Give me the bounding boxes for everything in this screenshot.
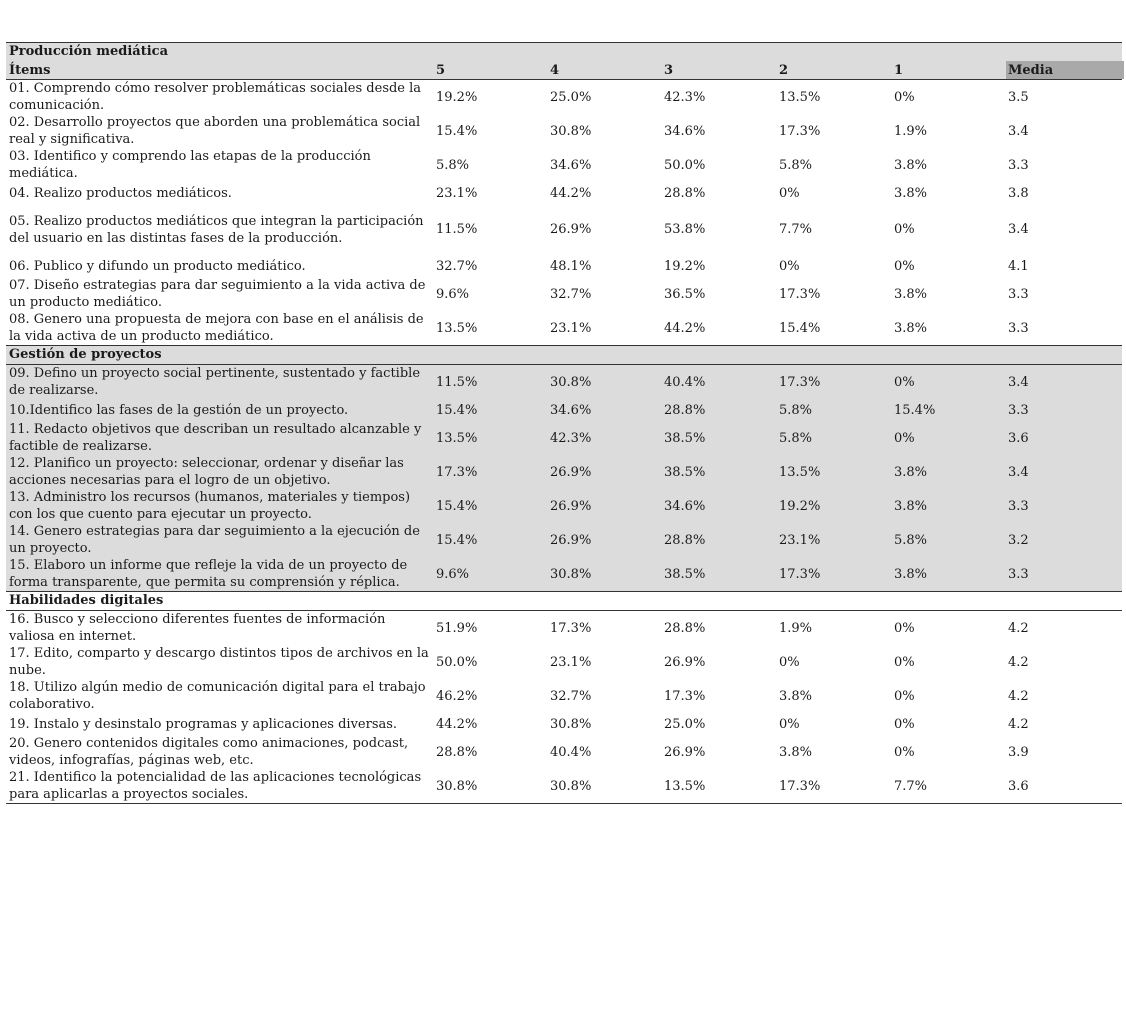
value-3: 13.5% [664, 778, 706, 794]
value-5: 15.4% [436, 402, 478, 418]
value-3: 38.5% [664, 430, 706, 446]
value-3: 38.5% [664, 464, 706, 480]
table-row [6, 277, 1122, 311]
item-text: 15. Elaboro un informe que refleje la vida de un proyecto de forma transparente, que permita su comprensión y réplica. [9, 558, 408, 590]
item-text: 10.Identifico las fases de la gestión de un proyecto. [9, 402, 349, 418]
table-row [6, 365, 1122, 399]
section-header [6, 42, 1122, 61]
value-5: 15.4% [436, 123, 478, 139]
value-4: 32.7% [550, 688, 592, 704]
value-2: 13.5% [779, 89, 821, 105]
value-5: 17.3% [436, 464, 478, 480]
value-1: 3.8% [894, 464, 928, 480]
value-3: 36.5% [664, 286, 706, 302]
value-4: 26.9% [550, 222, 592, 237]
table-row [6, 421, 1122, 455]
value-2: 5.8% [779, 402, 813, 418]
value-5: 32.7% [436, 258, 478, 274]
item-text: 01. Comprendo cómo resolver problemáticas sociales desde la comunicación. [9, 81, 422, 113]
value-media: 3.4 [1008, 374, 1029, 390]
value-media: 3.4 [1008, 464, 1029, 480]
value-media: 4.2 [1008, 716, 1029, 732]
value-1: 0% [894, 374, 915, 390]
value-5: 50.0% [436, 654, 478, 670]
value-media: 3.3 [1008, 498, 1029, 514]
value-5: 9.6% [436, 286, 470, 302]
value-media: 3.3 [1008, 402, 1029, 418]
table-row [6, 645, 1122, 679]
value-4: 40.4% [550, 744, 592, 760]
item-text: 05. Realizo productos mediáticos que integran la participación del usuario en las distintas fases de la producción. [9, 213, 424, 246]
header-items: Ítems [9, 62, 51, 78]
value-2: 0% [779, 716, 800, 732]
table-row [6, 148, 1122, 182]
table-row [6, 489, 1122, 523]
value-3: 53.8% [664, 222, 706, 237]
value-1: 0% [894, 258, 915, 274]
value-1: 3.8% [894, 286, 928, 302]
value-2: 17.3% [779, 123, 821, 139]
value-1: 5.8% [894, 532, 928, 548]
item-text: 02. Desarrollo proyectos que aborden una problemática social real y significativa. [9, 115, 421, 147]
value-2: 19.2% [779, 498, 821, 514]
item-text: 12. Planifico un proyecto: seleccionar, ordenar y diseñar las acciones necesarias para el logro de un objetivo. [9, 456, 404, 488]
value-2: 13.5% [779, 464, 821, 480]
header-1: 1 [894, 62, 904, 78]
value-3: 28.8% [664, 402, 706, 418]
value-3: 19.2% [664, 258, 706, 274]
item-text: 18. Utilizo algún medio de comunicación digital para el trabajo colaborativo. [9, 680, 426, 712]
value-3: 28.8% [664, 532, 706, 548]
value-1: 7.7% [894, 778, 928, 794]
value-3: 40.4% [664, 374, 706, 390]
value-1: 0% [894, 620, 915, 636]
value-5: 44.2% [436, 716, 478, 732]
table-row [6, 679, 1122, 713]
value-4: 30.8% [550, 566, 592, 582]
value-1: 3.8% [894, 185, 928, 201]
value-2: 17.3% [779, 778, 821, 794]
item-text: 09. Defino un proyecto social pertinente, sustentado y factible de realizarse. [9, 366, 421, 398]
value-5: 28.8% [436, 744, 478, 760]
value-2: 1.9% [779, 620, 813, 636]
value-2: 0% [779, 185, 800, 201]
item-text: 04. Realizo productos mediáticos. [9, 185, 232, 201]
value-media: 3.3 [1008, 566, 1029, 582]
header-3: 3 [664, 62, 674, 78]
value-3: 50.0% [664, 157, 706, 173]
value-media: 3.4 [1008, 222, 1029, 237]
value-1: 0% [894, 654, 915, 670]
value-3: 44.2% [664, 320, 706, 336]
value-3: 25.0% [664, 716, 706, 732]
value-2: 7.7% [779, 222, 813, 237]
value-1: 3.8% [894, 157, 928, 173]
value-media: 3.2 [1008, 532, 1029, 548]
value-1: 3.8% [894, 320, 928, 336]
item-text: 08. Genero una propuesta de mejora con base en el análisis de la vida activa de un producto mediático. [9, 312, 424, 344]
value-1: 0% [894, 222, 915, 237]
value-4: 23.1% [550, 320, 592, 336]
table-row [6, 255, 1122, 277]
value-media: 3.9 [1008, 744, 1029, 760]
value-media: 3.8 [1008, 185, 1029, 201]
table-row [6, 557, 1122, 591]
value-3: 34.6% [664, 498, 706, 514]
value-2: 23.1% [779, 532, 821, 548]
value-4: 34.6% [550, 157, 592, 173]
table-row [6, 399, 1122, 421]
value-1: 0% [894, 716, 915, 732]
value-4: 26.9% [550, 498, 592, 514]
value-4: 17.3% [550, 620, 592, 636]
value-5: 11.5% [436, 222, 478, 237]
section-title: Producción mediática [9, 44, 169, 59]
value-2: 0% [779, 258, 800, 274]
section-title: Habilidades digitales [9, 593, 164, 608]
value-4: 30.8% [550, 716, 592, 732]
value-3: 26.9% [664, 744, 706, 760]
value-1: 0% [894, 89, 915, 105]
value-4: 30.8% [550, 374, 592, 390]
value-2: 17.3% [779, 286, 821, 302]
value-3: 28.8% [664, 620, 706, 636]
item-text: 14. Genero estrategias para dar seguimiento a la ejecución de un proyecto. [9, 524, 420, 556]
value-4: 44.2% [550, 185, 592, 201]
value-4: 34.6% [550, 402, 592, 418]
section-header [6, 345, 1122, 365]
value-1: 0% [894, 688, 915, 704]
value-media: 3.6 [1008, 430, 1029, 446]
table-row [6, 713, 1122, 735]
value-5: 51.9% [436, 620, 478, 636]
value-5: 15.4% [436, 532, 478, 548]
value-2: 17.3% [779, 566, 821, 582]
value-media: 3.3 [1008, 157, 1029, 173]
table-row [6, 769, 1122, 804]
value-5: 13.5% [436, 430, 478, 446]
value-media: 3.5 [1008, 89, 1029, 105]
value-5: 30.8% [436, 778, 478, 794]
value-5: 23.1% [436, 185, 478, 201]
value-1: 15.4% [894, 402, 936, 418]
value-media: 4.2 [1008, 620, 1029, 636]
value-1: 0% [894, 430, 915, 446]
value-1: 3.8% [894, 566, 928, 582]
value-5: 13.5% [436, 320, 478, 336]
header-5: 5 [436, 62, 446, 78]
value-2: 15.4% [779, 320, 821, 336]
value-media: 4.1 [1008, 258, 1029, 274]
table-row [6, 204, 1122, 255]
value-media: 3.3 [1008, 320, 1029, 336]
value-2: 5.8% [779, 430, 813, 446]
item-text: 13. Administro los recursos (humanos, materiales y tiempos) con los que cuento para ejecutar un proyecto. [9, 490, 411, 522]
value-3: 17.3% [664, 688, 706, 704]
value-4: 25.0% [550, 89, 592, 105]
value-4: 23.1% [550, 654, 592, 670]
item-text: 19. Instalo y desinstalo programas y aplicaciones diversas. [9, 716, 398, 732]
item-text: 17. Edito, comparto y descargo distintos tipos de archivos en la nube. [9, 646, 429, 678]
table-row [6, 735, 1122, 769]
column-header-row [6, 61, 1122, 80]
table-row [6, 80, 1122, 114]
header-4: 4 [550, 62, 560, 78]
header-2: 2 [779, 62, 789, 78]
value-4: 32.7% [550, 286, 592, 302]
value-media: 3.3 [1008, 286, 1029, 302]
value-media: 4.2 [1008, 688, 1029, 704]
value-1: 1.9% [894, 123, 928, 139]
value-media: 3.6 [1008, 778, 1029, 794]
value-5: 46.2% [436, 688, 478, 704]
section-header [6, 591, 1122, 611]
item-text: 11. Redacto objetivos que describan un resultado alcanzable y factible de realizarse. [9, 422, 422, 454]
value-2: 17.3% [779, 374, 821, 390]
value-5: 19.2% [436, 89, 478, 105]
survey-table [6, 42, 1122, 804]
section-title: Gestión de proyectos [9, 347, 162, 362]
value-1: 3.8% [894, 498, 928, 514]
value-3: 34.6% [664, 123, 706, 139]
table-row [6, 455, 1122, 489]
value-2: 5.8% [779, 157, 813, 173]
value-4: 26.9% [550, 464, 592, 480]
value-4: 26.9% [550, 532, 592, 548]
table-row [6, 114, 1122, 148]
value-4: 42.3% [550, 430, 592, 446]
table-row [6, 523, 1122, 557]
value-2: 0% [779, 654, 800, 670]
value-4: 30.8% [550, 123, 592, 139]
item-text: 03. Identifico y comprendo las etapas de la producción mediática. [9, 149, 371, 181]
table-row [6, 182, 1122, 204]
value-5: 11.5% [436, 374, 478, 390]
value-1: 0% [894, 744, 915, 760]
item-text: 06. Publico y difundo un producto mediático. [9, 258, 306, 274]
value-2: 3.8% [779, 744, 813, 760]
value-5: 9.6% [436, 566, 470, 582]
value-3: 26.9% [664, 654, 706, 670]
value-3: 38.5% [664, 566, 706, 582]
table-row [6, 611, 1122, 645]
value-media: 3.4 [1008, 123, 1029, 139]
value-media: 4.2 [1008, 654, 1029, 670]
item-text: 07. Diseño estrategias para dar seguimiento a la vida activa de un producto mediático. [9, 278, 426, 310]
value-3: 42.3% [664, 89, 706, 105]
table-row [6, 311, 1122, 345]
item-text: 16. Busco y selecciono diferentes fuentes de información valiosa en internet. [9, 612, 386, 644]
header-media: Media [1006, 61, 1124, 79]
value-4: 48.1% [550, 258, 592, 274]
value-4: 30.8% [550, 778, 592, 794]
value-5: 5.8% [436, 157, 470, 173]
item-text: 21. Identifico la potencialidad de las aplicaciones tecnológicas para aplicarlas a proyectos sociales. [9, 770, 422, 802]
item-text: 20. Genero contenidos digitales como animaciones, podcast, videos, infografías, páginas web, etc. [9, 736, 409, 768]
value-2: 3.8% [779, 688, 813, 704]
value-5: 15.4% [436, 498, 478, 514]
value-3: 28.8% [664, 185, 706, 201]
